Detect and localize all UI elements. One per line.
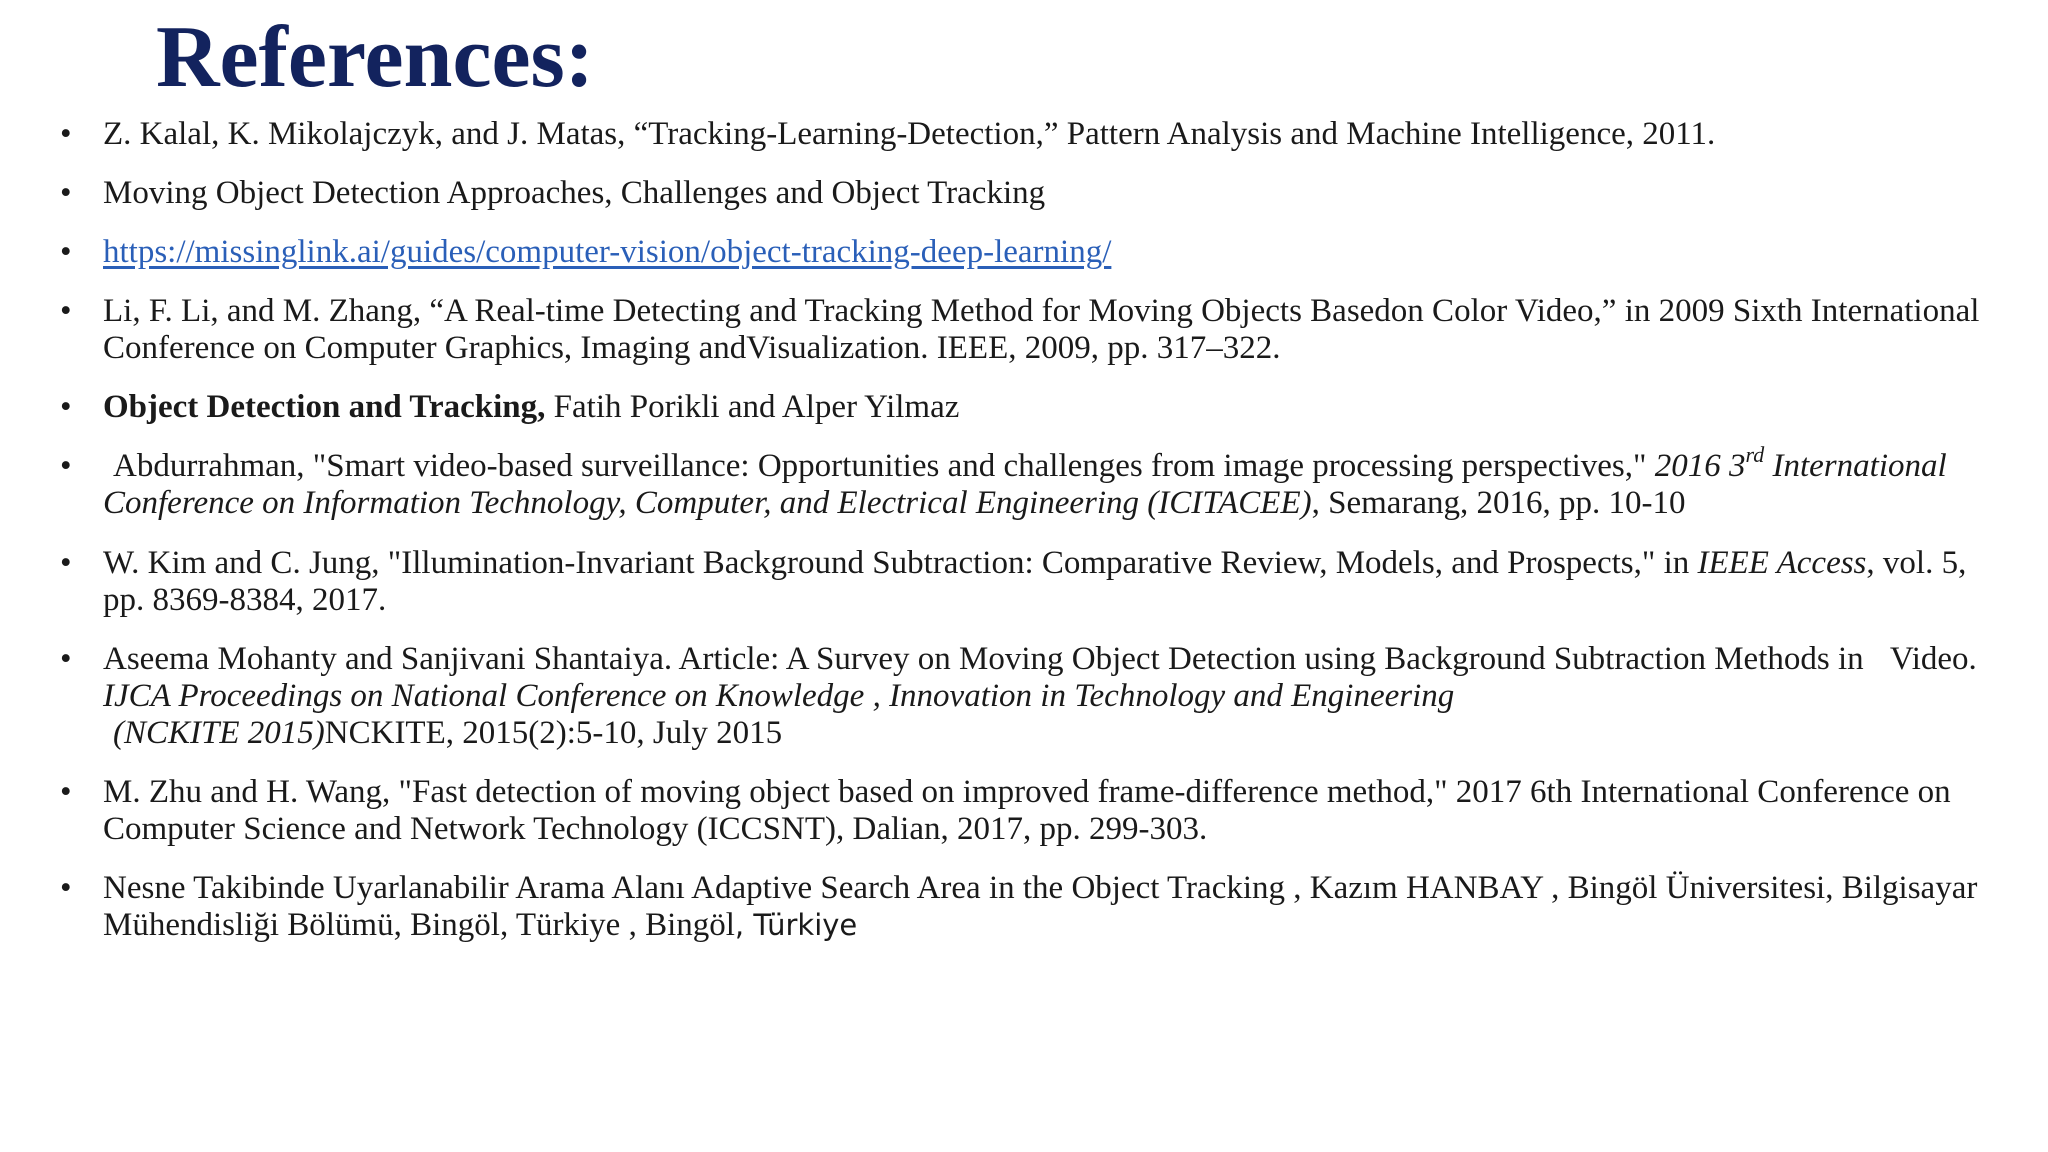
reference-text: M. Zhu and H. Wang, "Fast detection of moving object based on improved frame-difference method," 2017 6th International Conference on Computer Science and Network Technology (ICCSNT), Dalian, 2017, pp. 299-303.	[103, 774, 1951, 847]
reference-item	[60, 293, 1990, 367]
reference-text: Z. Kalal, K. Mikolajczyk, and J. Matas, “Tracking-Learning-Detection,” Pattern Analysis and Machine Intelligence, 2011.	[103, 116, 1716, 152]
bullet-icon: •	[60, 293, 72, 329]
reference-item	[60, 234, 1990, 271]
reference-item	[60, 175, 1990, 212]
reference-item	[60, 870, 1990, 944]
bullet-icon: •	[60, 116, 72, 152]
reference-italic: 2016 3	[1654, 448, 1746, 484]
reference-text: Li, F. Li, and M. Zhang, “A Real-time Detecting and Tracking Method for Moving Objects Basedon Color Video,” in 2009 Sixth International Conference on Computer Graphics, Imaging andVisualization. IEEE, 2009, pp. 317–322.	[103, 293, 1980, 366]
reference-italic: IJCA Proceedings on National Conference on Knowledge , Innovation in Technology and Engineering	[103, 678, 1455, 714]
reference-link[interactable]: https://missinglink.ai/guides/computer-vision/object-tracking-deep-learning/	[103, 234, 1112, 270]
slide-title: References:	[156, 9, 595, 106]
reference-item	[60, 442, 1990, 522]
bullet-icon: •	[60, 175, 72, 211]
reference-text: W. Kim and C. Jung, "Illumination-Invariant Background Subtraction: Comparative Review, Models, and Prospects," in	[103, 545, 1698, 581]
reference-item	[60, 774, 1990, 848]
reference-text: , vol. 5, pp. 8369-8384, 2017.	[103, 545, 1967, 618]
reference-italic: IEEE Access	[1697, 545, 1867, 581]
reference-item	[60, 389, 1990, 426]
reference-text: Aseema Mohanty and Sanjivani Shantaiya. Article: A Survey on Moving Object Detection using Background Subtraction Methods in	[103, 641, 1872, 677]
reference-superscript: rd	[1745, 442, 1765, 467]
reference-italic: International Conference on Information Technology, Computer, and Electrical Engineering (ICITACEE)	[103, 448, 1947, 521]
reference-text: Video.	[1889, 641, 1977, 677]
reference-item	[60, 116, 1990, 153]
bullet-icon: •	[60, 389, 72, 425]
bullet-icon: •	[60, 774, 72, 810]
reference-text: NCKITE, 2015(2):5-10, July 2015	[324, 715, 783, 751]
reference-list	[60, 116, 1990, 966]
reference-text-tail: , Türkiye	[734, 908, 858, 942]
reference-text: Fatih Porikli and Alper Yilmaz	[545, 389, 960, 425]
reference-item	[60, 545, 1990, 619]
reference-text: , Semarang, 2016, pp. 10-10	[1311, 485, 1686, 521]
reference-title-bold: Object Detection and Tracking,	[103, 389, 546, 425]
reference-italic: (NCKITE 2015)	[113, 715, 325, 751]
reference-text: Abdurrahman, "Smart video-based surveillance: Opportunities and challenges from image processing perspectives,"	[113, 448, 1655, 484]
bullet-icon: •	[60, 545, 72, 581]
bullet-icon: •	[60, 870, 72, 906]
reference-text: Nesne Takibinde Uyarlanabilir Arama Alanı Adaptive Search Area in the Object Tracking , Kazım HANBAY , Bingöl Üniversitesi, Bilgisayar Mühendisliği Bölümü, Bingöl, Türkiye , Bingöl	[103, 870, 1978, 943]
bullet-icon: •	[60, 641, 72, 677]
bullet-icon: •	[60, 448, 72, 484]
reference-item	[60, 641, 1990, 752]
bullet-icon: •	[60, 234, 72, 270]
reference-text: Moving Object Detection Approaches, Challenges and Object Tracking	[103, 175, 1046, 211]
